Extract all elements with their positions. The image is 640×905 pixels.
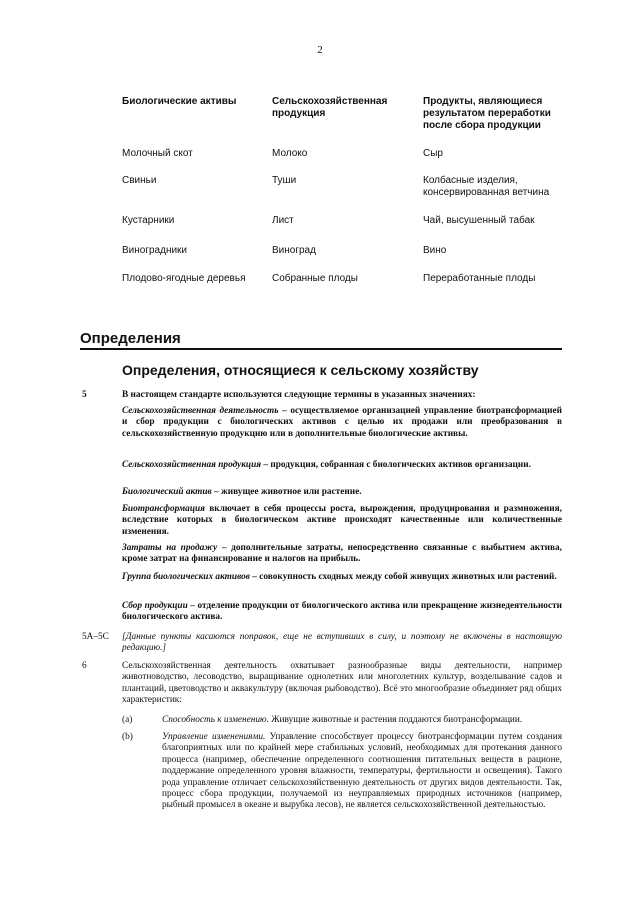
list-label: (a)	[122, 715, 133, 725]
definition-text: – живущее животное или растение.	[214, 487, 362, 497]
definition-term: Группа биологических активов	[122, 572, 250, 582]
table-header-produce: Сельскохозяйственная продукция	[272, 96, 388, 119]
table-header-processed: Продукты, являющиеся результатом переработки после сбора продукции	[423, 96, 551, 131]
paragraph-text: [Данные пункты касаются поправок, еще не вступивших в силу, и поэтому не включены в настоящую редакцию.]	[122, 632, 562, 654]
definition-term: Затраты на продажу	[122, 543, 218, 553]
paragraph-number: 5A–5C	[82, 632, 109, 642]
section-rule	[80, 348, 562, 350]
definition-item	[122, 504, 562, 538]
table-cell: Кустарники	[122, 215, 175, 226]
definition-term: Сельскохозяйственная деятельность	[122, 406, 279, 416]
definition-text: включает в себя процессы роста, вырождения, продуцирования и размножения, вследствие которых в биологическом активе происходят качественные или количественные изменения.	[122, 504, 562, 537]
table-cell: Плодово-ягодные деревья	[122, 273, 246, 284]
table-header-assets: Биологические активы	[122, 96, 237, 107]
definition-item	[122, 572, 562, 583]
definition-item	[122, 487, 562, 498]
list-item	[162, 732, 562, 812]
definition-item	[122, 460, 562, 471]
table-cell: Свиньи	[122, 175, 157, 186]
definition-text: – отделение продукции от биологического актива или прекращение жизнедеятельности биологического актива.	[122, 601, 562, 623]
list-item-text: Живущие животные и растения поддаются биотрансформации.	[268, 715, 523, 725]
table-cell: Виноград	[272, 245, 316, 256]
table-cell: Вино	[423, 245, 447, 256]
subsection-title: Определения, относящиеся к сельскому хозяйству	[122, 362, 479, 378]
definition-term: Сельскохозяйственная продукция	[122, 460, 262, 470]
definition-text: – дополнительные затраты, непосредственно связанные с выбытием актива, кроме затрат на финансирование и налогов на прибыль.	[122, 543, 562, 565]
paragraph-text: Сельскохозяйственная деятельность охватывает разнообразные виды деятельности, например животноводство, лесоводство, выращивание однолетних или многолетних культур, возделывание садов и плантаций, цветоводство и аквакультуру (включая рыбоводство). Всё это многообразие объединяет ряд общих характеристик:	[122, 661, 562, 706]
definition-text: – продукция, собранная с биологических активов организации.	[263, 460, 531, 470]
paragraph-number: 6	[82, 661, 87, 671]
table-cell: Переработанные плоды	[423, 273, 536, 284]
table-cell: Лист	[272, 215, 294, 226]
paragraph-number: 5	[82, 390, 87, 400]
definition-term: Биотрансформация	[122, 504, 205, 514]
list-item-text: Управление способствует процессу биотрансформации путем создания благоприятных или по крайней мере стабильных условий, необходимых для протекания данного процесса (например, обеспечение определенного соотношения питательных веществ в рационе, поддержание определенного уровня влажности, температуры, фертильности и освещения). Такого рода управление отличает сельскохозяйственную деятельность от других видов деятельности. Так, процесс сбора продукции, получаемой из неуправляемых природных источников (например, рыбный промысел в океане и вырубка лесов), не является сельскохозяйственной деятельностью.	[162, 732, 562, 811]
table-cell: Туши	[272, 175, 297, 186]
table-cell: Колбасные изделия, консервированная ветчина	[423, 175, 550, 198]
table-cell: Молоко	[272, 148, 308, 159]
table-cell: Сыр	[423, 148, 443, 159]
definition-text: – совокупность сходных между собой живущих животных или растений.	[252, 572, 557, 582]
definition-item	[122, 543, 562, 566]
table-cell: Виноградники	[122, 245, 188, 256]
paragraph-intro: В настоящем стандарте используются следующие термины в указанных значениях:	[122, 390, 476, 400]
section-title: Определения	[80, 330, 181, 347]
list-item-term: Управление изменениями.	[162, 732, 266, 742]
table-cell: Чай, высушенный табак	[423, 215, 535, 226]
definition-term: Сбор продукции	[122, 601, 188, 611]
definition-text: – осуществляемое организацией управление биотрансформацией и сбор продукции с биологических активов с целью их продажи или преобразования в сельскохозяйственную продукцию или в дополнительные биологические активы.	[122, 406, 563, 439]
list-item	[162, 715, 562, 726]
list-item-term: Способность к изменению.	[162, 715, 269, 725]
definition-term: Биологический актив	[122, 487, 212, 497]
list-label: (b)	[122, 732, 133, 742]
table-cell: Собранные плоды	[272, 273, 358, 284]
table-cell: Молочный скот	[122, 148, 193, 159]
definition-item	[122, 601, 562, 624]
page-number: 2	[317, 44, 323, 56]
definition-item	[122, 406, 562, 440]
